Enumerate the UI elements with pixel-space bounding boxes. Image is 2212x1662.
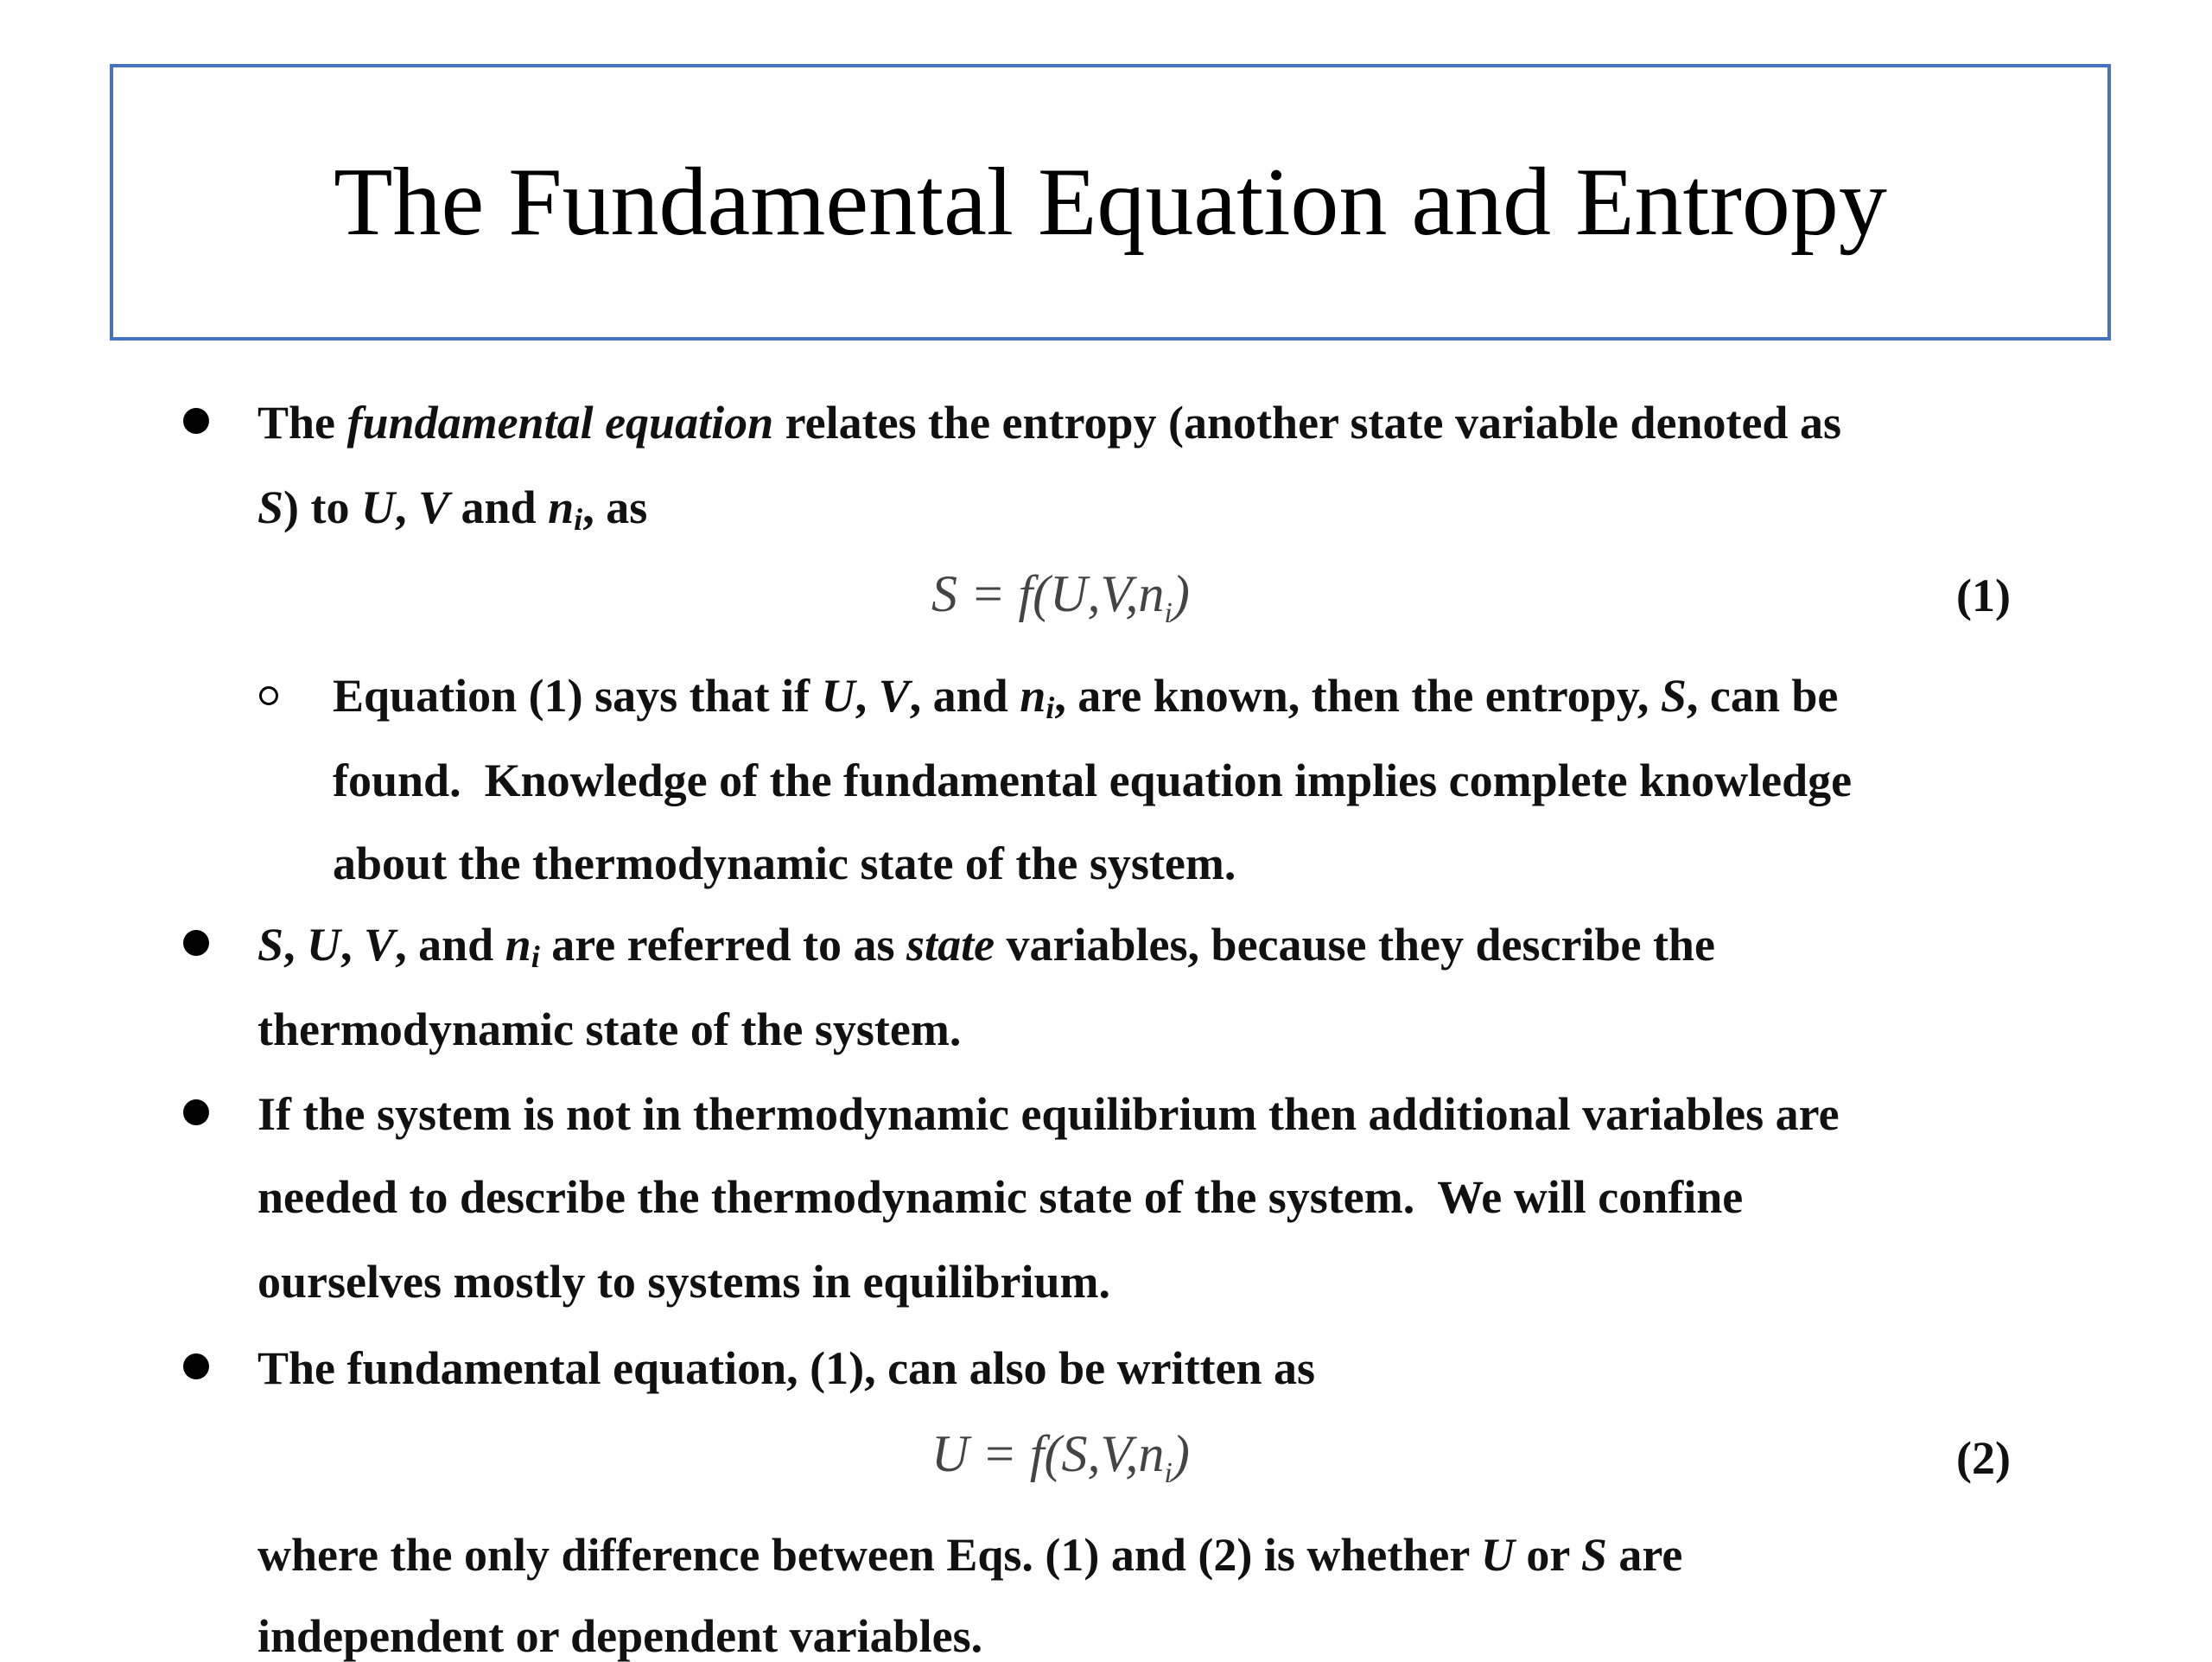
var-v: V xyxy=(364,919,396,971)
bullet-dot xyxy=(183,1099,209,1125)
text: ) to xyxy=(283,481,362,533)
eq1-rhs: = f(U,V,n xyxy=(957,565,1165,622)
sub-bullet-circle xyxy=(259,686,278,705)
eq1-lhs: S xyxy=(931,565,957,622)
title-box xyxy=(110,64,2111,341)
subbullet1-line2: found. Knowledge of the fundamental equation implies complete knowledge xyxy=(333,755,1853,806)
page-title: The Fundamental Equation and Entropy xyxy=(334,148,1887,256)
text: , can be xyxy=(1686,670,1839,722)
text: , xyxy=(340,919,365,971)
equation-1 xyxy=(931,565,1190,629)
var-s: S xyxy=(1580,1529,1607,1581)
subscript-i: i xyxy=(574,502,583,537)
bullet2-line1 xyxy=(257,921,1715,972)
text: , are known, then the entropy, xyxy=(1054,670,1661,722)
text: , xyxy=(855,670,879,722)
bullet-dot xyxy=(183,408,209,434)
var-u: U xyxy=(361,481,396,533)
subbullet1-line3: about the thermodynamic state of the system. xyxy=(333,837,1236,889)
closing-line2: independent or dependent variables. xyxy=(257,1610,983,1662)
text: The xyxy=(257,397,347,449)
text: variables, because they describe the xyxy=(995,919,1715,971)
eq2-subscript: i xyxy=(1164,1457,1173,1489)
text: relates the entropy (another state variable denoted as xyxy=(773,397,1841,449)
text: , and xyxy=(395,919,505,971)
var-u: U xyxy=(1480,1529,1515,1581)
text: and xyxy=(449,481,549,533)
emphasis-fundamental-equation: fundamental equation xyxy=(346,397,774,449)
bullet3-line1: If the system is not in thermodynamic equilibrium then additional variables are xyxy=(257,1088,1840,1140)
equation-2-number: (2) xyxy=(1956,1432,2011,1484)
var-s: S xyxy=(1660,670,1687,722)
var-s: S xyxy=(257,919,284,971)
var-v: V xyxy=(418,481,450,533)
text: are xyxy=(1606,1529,1683,1581)
var-v: V xyxy=(878,670,910,722)
text: or xyxy=(1514,1529,1581,1581)
eq1-end: ) xyxy=(1172,565,1190,622)
bullet3-line3: ourselves mostly to systems in equilibrium. xyxy=(257,1256,1111,1308)
eq1-subscript: i xyxy=(1164,597,1173,629)
subscript-i: i xyxy=(1046,691,1055,725)
text: are referred to as xyxy=(539,919,907,971)
var-n: n xyxy=(1020,670,1046,722)
var-s: S xyxy=(257,481,284,533)
text: , xyxy=(395,481,419,533)
bullet2-line2: thermodynamic state of the system. xyxy=(257,1003,962,1055)
bullet1-line2 xyxy=(257,481,648,537)
bullet3-line2: needed to describe the thermodynamic state of the system. We will confine xyxy=(257,1171,1744,1223)
bullet-dot xyxy=(183,930,209,956)
bullet-dot xyxy=(183,1353,209,1379)
text: , and xyxy=(909,670,1020,722)
eq2-rhs: = f(S,V,n xyxy=(969,1425,1165,1482)
closing-line1 xyxy=(257,1529,1683,1581)
text: Equation (1) says that if xyxy=(333,670,822,722)
equation-1-number: (1) xyxy=(1956,570,2011,621)
bullet4-line1: The fundamental equation, (1), can also be written as xyxy=(257,1342,1316,1394)
text: , as xyxy=(582,481,648,533)
equation-2 xyxy=(931,1425,1190,1489)
var-n: n xyxy=(548,481,575,533)
eq2-lhs: U xyxy=(931,1425,969,1482)
text: where the only difference between Eqs. (1) and (2) is whether xyxy=(257,1529,1481,1581)
var-u: U xyxy=(821,670,855,722)
subbullet1-line1 xyxy=(333,672,1838,723)
var-n: n xyxy=(505,919,531,971)
var-u: U xyxy=(307,919,341,971)
subscript-i: i xyxy=(531,939,540,974)
bullet1-line1 xyxy=(257,397,1841,449)
emphasis-state: state xyxy=(906,919,995,971)
eq2-end: ) xyxy=(1172,1425,1190,1482)
text: , xyxy=(283,919,308,971)
